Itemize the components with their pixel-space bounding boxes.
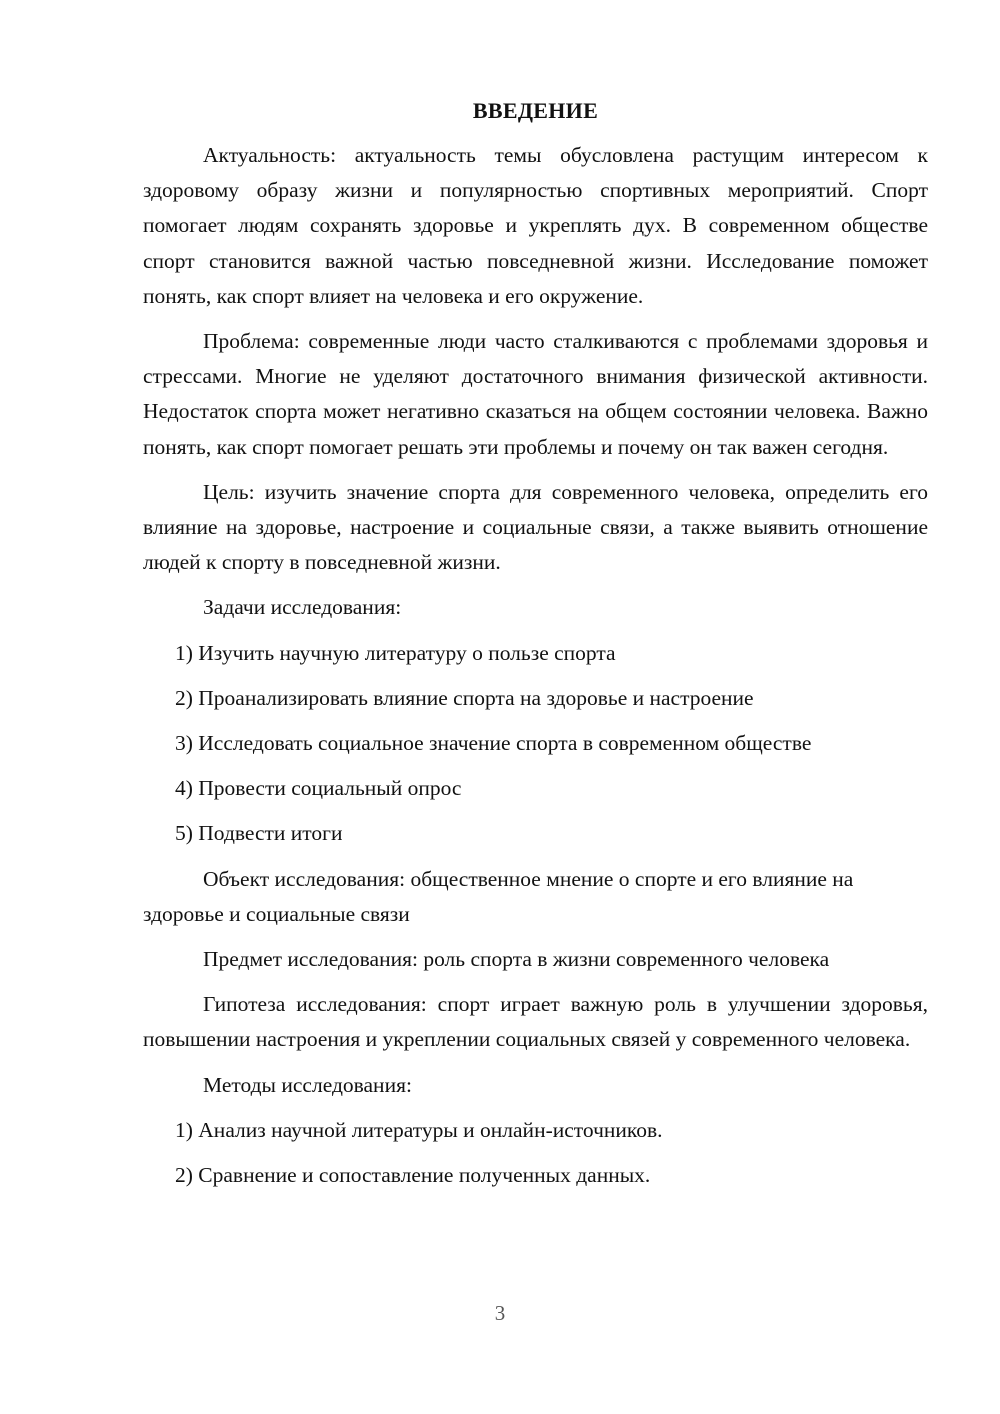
method-item-1: 1) Анализ научной литературы и онлайн-источников. (175, 1117, 663, 1142)
tasks-heading: Задачи исследования: (203, 595, 402, 620)
hypothesis-paragraph: Гипотеза исследования: спорт играет важную роль в улучшении здоровья, повышении настроения и укреплении социальных связей у современного человека. (143, 992, 928, 1052)
document-page (143, 94, 928, 1203)
subject-paragraph: Предмет исследования: роль спорта в жизни современного человека (203, 947, 830, 972)
methods-heading: Методы исследования: (203, 1072, 412, 1097)
task-item-3: 3) Исследовать социальное значение спорта в современном обществе (175, 731, 812, 756)
task-item-1: 1) Изучить научную литературу о пользе спорта (175, 640, 616, 665)
task-item-5: 5) Подвести итоги (175, 821, 343, 846)
method-item-2: 2) Сравнение и сопоставление полученных данных. (175, 1163, 651, 1188)
page-title: ВВЕДЕНИЕ (472, 98, 599, 123)
object-paragraph: Объект исследования: общественное мнение о спорте и его влияние на здоровье и социальные связи (143, 866, 854, 926)
page-number: 3 (494, 1301, 506, 1325)
goal-paragraph: Цель: изучить значение спорта для современного человека, определить его влияние на здоровье, настроение и социальные связи, а также выявить отношение людей к спорту в повседневной жизни. (143, 479, 928, 575)
task-item-4: 4) Провести социальный опрос (175, 776, 462, 801)
problem-paragraph: Проблема: современные люди часто сталкиваются с проблемами здоровья и стрессами. Многие не уделяют достаточного внимания физической активности. Недостаток спорта может негативно сказаться на общем состоянии человека. Важно понять, как спорт помогает решать эти проблемы и почему он так важен сегодня. (143, 329, 928, 459)
task-item-2: 2) Проанализировать влияние спорта на здоровье и настроение (175, 685, 754, 710)
relevance-paragraph: Актуальность: актуальность темы обусловлена растущим интересом к здоровому образу жизни и популярностью спортивных мероприятий. Спорт помогает людям сохранять здоровье и укреплять дух. В современном обществе спорт становится важной частью повседневной жизни. Исследование поможет понять, как спорт влияет на человека и его окружение. (143, 143, 928, 308)
